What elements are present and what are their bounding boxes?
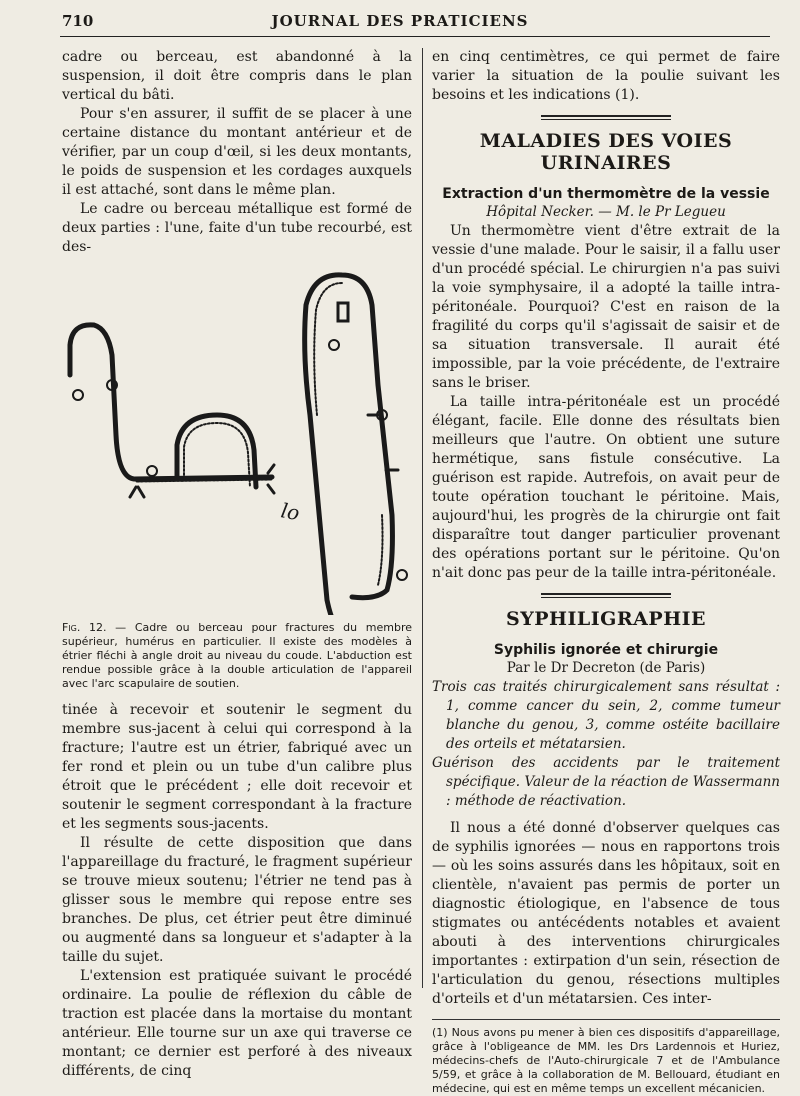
column-divider <box>422 48 423 988</box>
figure-caption-text: — Cadre ou berceau pour fractures du membre supérieur, humérus en particulier. Il existe des modèles à étrier fléchi à angle droit au niveau du coude. L'abduction est rendue possible grâce à la double articulation de l'appareil avec l'arc scapulaire de soutien. <box>62 621 413 690</box>
paragraph: tinée à recevoir et soutenir le segment du membre sus-jacent à celui qui correspond à la fracture; l'autre est un étrier, fabriqué avec un fer rond et plein ou un tube d'un calibre plus étroit que le précédent ; elle doit recevoir et soutenir le segment correspondant à la fracture et les segments sous-jacents. <box>62 702 412 832</box>
section-title: MALADIES DES VOIES URINAIRES <box>479 130 733 174</box>
summary-text: Trois cas traités chirurgicalement sans résultat : 1, comme cancer du sein, 2, comme tumeur blanche du genou, 3, comme ostéite bacillaire des orteils et métatarsien. <box>432 679 780 752</box>
section-title: SYPHILIGRAPHIE <box>505 608 707 630</box>
figure-caption <box>62 621 412 691</box>
article-byline: Par le Dr Decreton (de Paris) <box>506 660 706 676</box>
paragraph: cadre ou berceau, est abandonné à la suspension, il doit être compris dans le plan vertical du bâti. <box>62 49 412 103</box>
paragraph: La taille intra-péritonéale est un procédé élégant, facile. Elle donne des résultats bien meilleurs que l'autre. On obtient une suture hermétique, sans fistule consécutive. La guérison est rapide. Autrefois, on avait peur de toute opération touchant le péritoine. Mais, aujourd'hui, les progrès de la chirurgie ont fait disparaître tout danger particulier provenant des opérations portant sur le péritoine. Qu'on n'ait donc pas peur de la taille intra-péritonéale. <box>432 394 780 581</box>
paragraph: Le cadre ou berceau métallique est formé de deux parties : l'une, faite d'un tube recourbé, est des- <box>62 201 412 255</box>
section-divider <box>541 593 671 598</box>
paragraph: en cinq centimètres, ce qui permet de faire varier la situation de la poulie suivant les besoins et les indications (1). <box>432 49 780 103</box>
summary-text: Guérison des accidents par le traitement spécifique. Valeur de la réaction de Wassermann : méthode de réactivation. <box>432 755 780 809</box>
splint-frame-drawing <box>42 265 422 615</box>
paragraph: Il nous a été donné d'observer quelques cas de syphilis ignorées — nous en rapportons trois — où les soins assurés dans les hôpitaux, soit en clientèle, n'avaient pas permis de porter un diagnostic étiologique, en l'absence de tous stigmates ou antécédents notables et avaient abouti à des interventions chirurgicales importantes : extirpation d'un sein, résection de l'articulation du genou, résections multiples d'orteils et d'un métatarsien. Ces inter- <box>432 820 780 1007</box>
paragraph: L'extension est pratiquée suivant le procédé ordinaire. La poulie de réflexion du câble de traction est placée dans la mortaise du montant antérieur. Elle tourne sur un axe qui traverse ce montant; ce dernier est perforé à des niveaux différents, de cinq <box>62 968 412 1079</box>
journal-title: JOURNAL DES PRATICIENS <box>271 12 529 30</box>
figure-illustration <box>42 265 412 615</box>
paragraph: Il résulte de cette disposition que dans l'appareillage du fracturé, le fragment supérieur se trouve mieux soutenu; l'étrier ne tend pas à glisser sous le membre qui repose entre ses branches. De plus, cet étrier peut être diminué ou augmenté dans sa longueur et s'adapter à la taille du sujet. <box>62 835 412 965</box>
drawing-annotation: lo <box>279 498 302 526</box>
footnote: (1) Nous avons pu mener à bien ces dispositifs d'appareillage, grâce à l'obligeance de MM. les Drs Lardennois et Huriez, médecins-chefs de l'Auto-chirurgicale 7 et de l'Ambulance 5/59, et grâce à la collaboration de M. Bellouard, étudiant en médecine, qui est en même temps un excellent mécanicien. <box>432 1026 780 1095</box>
header-rule <box>60 36 770 37</box>
right-column <box>432 48 780 1096</box>
article-title: Syphilis ignorée et chirurgie <box>493 642 719 658</box>
footnote-rule <box>432 1019 780 1020</box>
article-byline: Hôpital Necker. — M. le Pr Legueu <box>486 204 726 220</box>
article-title: Extraction d'un thermomètre de la vessie <box>442 186 770 202</box>
left-column <box>62 48 412 1081</box>
section-divider <box>541 115 671 120</box>
paragraph: Un thermomètre vient d'être extrait de la vessie d'une malade. Pour le saisir, il a fallu user d'un procédé spécial. Le chirurgien n'a pas suivi la voie symphysaire, il a adopté la taille intra-péritonéale. Pourquoi? C'est en raison de la fragilité du corps qu'il s'agissait de saisir et de sa situation transversale. Il aurait été impossible, par la voie précédente, de l'extraire sans le briser. <box>432 223 780 391</box>
figure-label: Fig. 12. <box>62 621 107 634</box>
paragraph: Pour s'en assurer, il suffit de se placer à une certaine distance du montant antérieur et de vérifier, par un coup d'œil, si les deux montants, le poids de suspension et les cordages auxquels il est attaché, sont dans le même plan. <box>62 106 412 198</box>
page-number: 710 <box>62 12 94 30</box>
